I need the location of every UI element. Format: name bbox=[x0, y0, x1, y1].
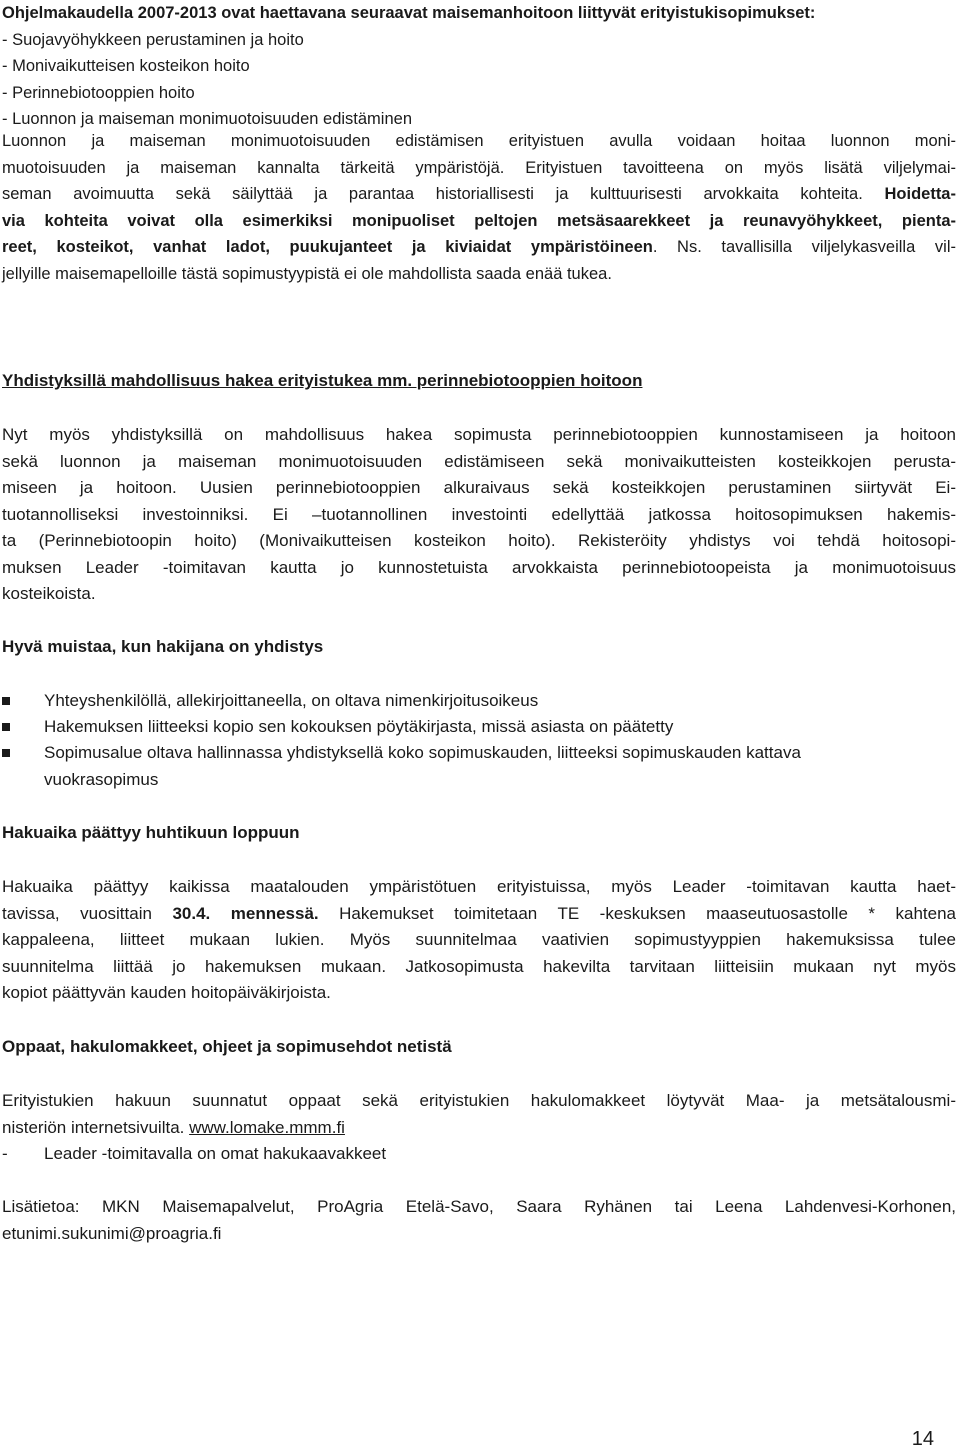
intro-item: - Suojavyöhykkeen perustaminen ja hoito bbox=[2, 30, 304, 49]
paragraph-line: jellyille maisemapelloille tästä sopimustyypistä ei ole mahdollista saada enää tukea. bbox=[2, 264, 612, 283]
section-associations-text bbox=[2, 422, 956, 608]
document-page: Ohjelmakaudella 2007-2013 ovat haettavana seuraavat maisemanhoitoon liittyvät erityistukisopimukset: - Suojavyöhykkeen perustaminen ja hoito - Monivaikutteisen kosteikon hoito - Perinnebiotooppien hoito - Luonnon ja maiseman monimuotoisuuden edistäminen Luonnon ja maiseman monimuotoisuuden edistämisen erityistuen avulla voidaan hoitaa luonnon moni- muotoisuuden ja maiseman kannalta tärkeitä ympäristöjä. Erityistuen tavoitteena on myös lisätä viljelymai- seman avoimuutta sekä säilyttää ja parantaa historiallisesti ja kulttuurisesti arvokkaita kohteita. Hoidetta- via kohteita voivat olla esimerkiksi monipuoliset peltojen metsäsaarekkeet ja reunavyöhykkeet, pienta- reet, kosteikot, vanhat ladot, puukujanteet ja kiviaidat ympäristöineen. Ns. tavallisilla viljelykasveilla vil- jellyille maisemapelloille tästä sopimustyypistä ei ole mahdollista saada enää tukea. Yhdistyksillä mahdollisuus hakea erityistukea mm. perinnebiotooppien hoitoon Nyt myös yhdistyksillä on mahdollisuus hakea sopimusta perinnebiotooppien kunnostamiseen ja hoitoon sekä luonnon ja maiseman monimuotoisuuden edistämiseen sekä monivaikutteisten kosteikkojen perusta- miseen ja hoitoon. Uusien perinnebiotooppien alkuraivaus sekä kosteikkojen perustaminen siirtyvät Ei- tuotannolliseksi investoinniksi. Ei –tuotannollinen investointi edellyttää jatkossa hoitosopimuksen hakemis- ta (Perinnebiotoopin hoito) (Monivaikutteisen kosteikon hoito). Rekisteröity yhdistys voi tehdä hoitosopi- muksen Leader -toimitavan kautta jo kunnostetuista arvokkaista perinnebiotoopeista ja monimuotoisuus kosteikoista. Hyvä muistaa, kun hakijana on yhdistys Yhteyshenkilöllä, allekirjoittaneella, on oltava nimenkirjoitusoikeus Hakemuksen liitteeksi kopio sen kokouksen pöytäkirjasta, missä asiasta on päätetty Sopimusalue oltava hallinnassa yhdistyksellä koko sopimuskauden, liitteeksi sopimuskauden kattava vuokrasopimus Hakuaika päättyy huhtikuun loppuun Hakuaika päättyy kaikissa maatalouden ympäristötuen erityistuissa, myös Leader -toimitavan kautta haet- tavissa, vuosittain 30.4. mennessä. Hakemukset toimitetaan TE -keskuksen maaseutuosastolle * kahtena kappaleena, liitteet mukaan lukien. Myös suunnitelmaa vaativien sopimustyyppien hakemuksissa tulee suunnitelma liittää jo hakemuksen mukaan. Jatkosopimusta hakevilta tarvitaan liitteisiin mukaan nyt myös kopiot päättyvän kauden hoitopäiväkirjoista. Oppaat, hakulomakkeet, ohjeet ja sopimusehdot netistä Erityistukien hakuun suunnatut oppaat sekä erityistukien hakulomakkeet löytyvät Maa- ja metsätalousmi- nisteriön internetsivuilta. www.lomake.mmm.fi - Leader -toimitavalla on omat hakukaavakkeet Lisätietoa: MKN Maisemapalvelut, ProAgria Etelä-Savo, Saara Ryhänen tai Leena Lahdenvesi-Korhonen, etunimi.sukunimi@proagria.fi 14 bbox=[0, 0, 960, 1451]
section-deadline bbox=[2, 820, 956, 847]
section-heading: Hyvä muistaa, kun hakijana on yhdistys bbox=[2, 637, 324, 656]
contact-info bbox=[2, 1194, 956, 1247]
paragraph-line: muksen Leader -toimitavan kautta jo kunnostetuista arvokkaista perinnebiotoopeista ja monimuotoisuus bbox=[2, 557, 956, 577]
section-heading: Hakuaika päättyy huhtikuun loppuun bbox=[2, 823, 300, 842]
square-bullet-icon bbox=[2, 749, 10, 757]
intro-section bbox=[2, 0, 956, 133]
dash-item: - Leader -toimitavalla on omat hakukaavakkeet bbox=[2, 1144, 387, 1163]
lomake-link[interactable]: www.lomake.mmm.fi bbox=[189, 1117, 345, 1137]
paragraph-line: suunnitelma liittää jo hakemuksen mukaan. Jatkosopimusta hakevilta tarvitaan liitteisiin mukaan nyt myös bbox=[2, 956, 956, 976]
section-associations bbox=[2, 368, 956, 395]
intro-item: - Monivaikutteisen kosteikon hoito bbox=[2, 57, 250, 75]
paragraph-line: reet, kosteikot, vanhat ladot, puukujanteet ja kiviaidat ympäristöineen. Ns. tavallisilla viljelykasveilla vil- bbox=[2, 238, 956, 256]
section-guides-text bbox=[2, 1088, 956, 1168]
square-bullet-icon bbox=[2, 697, 10, 705]
paragraph-line: ta (Perinnebiotoopin hoito) (Monivaikutteisen kosteikon hoito). Rekisteröity yhdistys voi tehdä hoitosopi- bbox=[2, 531, 956, 550]
paragraph-line: miseen ja hoitoon. Uusien perinnebiotooppien alkuraivaus sekä kosteikkojen perustaminen siirtyvät Ei- bbox=[2, 478, 956, 497]
section-heading: Oppaat, hakulomakkeet, ohjeet ja sopimusehdot netistä bbox=[2, 1037, 452, 1056]
paragraph-line: Hakuaika päättyy kaikissa maatalouden ympäristötuen erityistuissa, myös Leader -toimitavan kautta haet- bbox=[2, 877, 956, 896]
contact-email: etunimi.sukunimi@proagria.fi bbox=[2, 1223, 222, 1243]
intro-heading: Ohjelmakaudella 2007-2013 ovat haettavana seuraavat maisemanhoitoon liittyvät erityistukisopimukset: bbox=[2, 4, 816, 22]
square-bullet-icon bbox=[2, 723, 10, 731]
section-heading: Yhdistyksillä mahdollisuus hakea erityistukea mm. perinnebiotooppien hoitoon bbox=[2, 371, 643, 390]
paragraph-line: tuotannolliseksi investoinniksi. Ei –tuotannollinen investointi edellyttää jatkossa hoitosopimuksen hakemis- bbox=[2, 504, 956, 524]
page-number: 14 bbox=[911, 1428, 934, 1450]
paragraph-line: seman avoimuutta sekä säilyttää ja parantaa historiallisesti ja kulttuurisesti arvokkaita kohteita. Hoidetta- bbox=[2, 185, 956, 203]
intro-item: - Luonnon ja maiseman monimuotoisuuden edistäminen bbox=[2, 110, 412, 128]
paragraph-line: Erityistukien hakuun suunnatut oppaat sekä erityistukien hakulomakkeet löytyvät Maa- ja metsätalousmi- bbox=[2, 1091, 956, 1110]
section-remember bbox=[2, 634, 956, 661]
paragraph-line: kosteikoista. bbox=[2, 584, 96, 603]
section-guides bbox=[2, 1034, 956, 1061]
paragraph-line: tavissa, vuosittain 30.4. mennessä. Hakemukset toimitetaan TE -keskuksen maaseutuosastolle * kahtena bbox=[2, 903, 956, 923]
paragraph-line: kopiot päättyvän kauden hoitopäiväkirjoista. bbox=[2, 983, 331, 1002]
contact-line: Lisätietoa: MKN Maisemapalvelut, ProAgria Etelä-Savo, Saara Ryhänen tai Leena Lahdenvesi-Korhonen, bbox=[2, 1197, 956, 1216]
paragraph-line: kappaleena, liitteet mukaan lukien. Myös suunnitelmaa vaativien sopimustyyppien hakemuksissa tulee bbox=[2, 930, 956, 949]
section-deadline-text bbox=[2, 874, 956, 1007]
paragraph-line: Nyt myös yhdistyksillä on mahdollisuus hakea sopimusta perinnebiotooppien kunnostamiseen ja hoitoon bbox=[2, 425, 956, 444]
paragraph-line: via kohteita voivat olla esimerkiksi monipuoliset peltojen metsäsaarekkeet ja reunavyöhykkeet, pienta- bbox=[2, 211, 956, 230]
intro-item: - Perinnebiotooppien hoito bbox=[2, 83, 195, 102]
paragraph-line: Luonnon ja maiseman monimuotoisuuden edistämisen erityistuen avulla voidaan hoitaa luonnon moni- bbox=[2, 132, 956, 150]
paragraph-line: sekä luonnon ja maiseman monimuotoisuuden edistämiseen sekä monivaikutteisten kosteikkojen perusta- bbox=[2, 451, 956, 471]
paragraph-line: muotoisuuden ja maiseman kannalta tärkeitä ympäristöjä. Erityistuen tavoitteena on myös lisätä viljelymai- bbox=[2, 158, 956, 177]
intro-paragraph bbox=[2, 128, 956, 287]
paragraph-line: nisteriön internetsivuilta. www.lomake.mmm.fi bbox=[2, 1117, 345, 1137]
